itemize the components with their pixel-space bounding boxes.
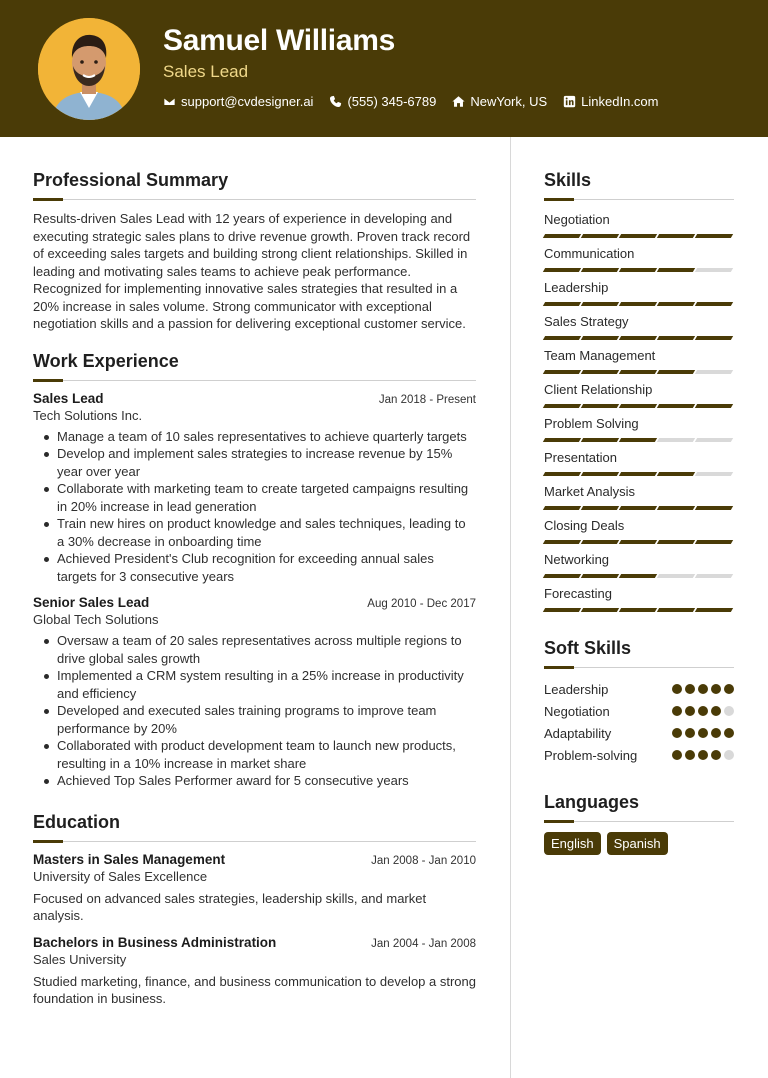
skill-level-segment [581, 268, 619, 272]
skill-level-segment [657, 370, 695, 374]
skill-level-segment [543, 336, 581, 340]
skill-level-segment [695, 234, 733, 238]
skill-level-segment [581, 574, 619, 578]
school-name: University of Sales Excellence [33, 868, 208, 884]
skill-level-segment [581, 608, 619, 612]
soft-skill-item [544, 722, 734, 744]
section-rule [33, 841, 476, 842]
rating-dot [724, 706, 734, 716]
candidate-name: Samuel Williams [163, 24, 395, 57]
education-entry [33, 852, 476, 925]
degree-title: Masters in Sales Management [33, 851, 226, 867]
list-item: Developed and executed sales training programs to improve team performance by 20% [41, 702, 476, 737]
soft-skill-rating [672, 706, 734, 716]
skill-name: Market Analysis [544, 484, 636, 499]
skill-level-segment [581, 302, 619, 306]
contact-location [452, 94, 547, 109]
rating-dot [698, 684, 708, 694]
languages-section [544, 792, 734, 855]
education-date: Jan 2004 - Jan 2008 [371, 937, 476, 950]
section-rule [544, 667, 734, 668]
job-entry [33, 391, 476, 586]
soft-skill-rating [672, 750, 734, 760]
skill-item [544, 550, 734, 582]
skill-name: Networking [544, 552, 610, 567]
job-date: Jan 2018 - Present [378, 393, 476, 406]
soft-skill-item [544, 744, 734, 766]
skill-level-segment [619, 438, 657, 442]
skill-level-segment [581, 506, 619, 510]
skill-level-segment [581, 438, 619, 442]
skill-level-segment [543, 608, 581, 612]
skill-level-segment [543, 370, 581, 374]
section-title: Soft Skills [544, 638, 632, 658]
skills-section [544, 170, 734, 616]
skill-item [544, 516, 734, 548]
phone-icon [329, 95, 342, 108]
soft-skill-name: Negotiation [544, 703, 610, 719]
education-entry [33, 935, 476, 1008]
skill-level-segment [657, 540, 695, 544]
skill-level-segment [657, 234, 695, 238]
soft-skill-name: Adaptability [544, 725, 612, 741]
list-item: Train new hires on product knowledge and sales techniques, leading to a 30% decrease in onboarding time [41, 515, 476, 550]
language-badge: Spanish [607, 832, 668, 855]
skill-item [544, 210, 734, 242]
job-bullets [33, 632, 476, 790]
rating-dot [672, 728, 682, 738]
skill-level-segment [543, 302, 581, 306]
column-divider [510, 137, 511, 1078]
list-item: Develop and implement sales strategies to increase revenue by 15% year over year [41, 445, 476, 480]
skill-level-bar [544, 297, 734, 310]
soft-skill-item [544, 678, 734, 700]
profile-photo [38, 18, 140, 120]
skill-name: Client Relationship [544, 382, 653, 397]
rating-dot [724, 728, 734, 738]
skill-level-segment [657, 404, 695, 408]
skill-level-segment [543, 472, 581, 476]
section-rule [544, 821, 734, 822]
skill-level-segment [543, 506, 581, 510]
skill-level-segment [695, 608, 733, 612]
section-title: Professional Summary [33, 170, 229, 190]
list-item: Collaborated with product development team to launch new products, resulting in a 10% increase in market share [41, 737, 476, 772]
skill-item [544, 448, 734, 480]
skill-level-segment [619, 336, 657, 340]
skill-level-segment [695, 336, 733, 340]
skill-level-segment [695, 506, 733, 510]
section-rule [544, 199, 734, 200]
resume-header [0, 0, 768, 137]
skill-level-segment [695, 302, 733, 306]
skill-level-segment [581, 404, 619, 408]
list-item: Collaborate with marketing team to create targeted campaigns resulting in 20% increase in lead generation [41, 480, 476, 515]
skill-level-bar [544, 365, 734, 378]
soft-skills-section [544, 638, 734, 766]
skill-item [544, 244, 734, 276]
skill-item [544, 312, 734, 344]
education-description: Studied marketing, finance, and business communication to develop a strong foundation in business. [33, 973, 476, 1006]
skill-level-segment [657, 472, 695, 476]
job-title: Sales Lead [33, 390, 104, 406]
skill-item [544, 380, 734, 412]
job-bullets [33, 428, 476, 586]
linkedin-text: LinkedIn.com [581, 94, 659, 109]
skill-level-bar [544, 501, 734, 514]
rating-dot [685, 706, 695, 716]
skill-level-segment [695, 404, 733, 408]
rating-dot [685, 750, 695, 760]
contact-phone[interactable] [329, 94, 436, 109]
skill-name: Communication [544, 246, 635, 261]
skill-level-segment [657, 574, 695, 578]
skill-level-bar [544, 263, 734, 276]
skill-name: Problem Solving [544, 416, 639, 431]
skill-level-segment [619, 234, 657, 238]
rating-dot [685, 728, 695, 738]
person-avatar-icon [38, 18, 140, 120]
skill-level-segment [695, 574, 733, 578]
skill-level-bar [544, 399, 734, 412]
skill-level-bar [544, 569, 734, 582]
skill-name: Team Management [544, 348, 656, 363]
skill-level-segment [657, 268, 695, 272]
skill-level-segment [657, 302, 695, 306]
education-description: Focused on advanced sales strategies, leadership skills, and market analysis. [33, 890, 427, 923]
skill-item [544, 278, 734, 310]
rating-dot [672, 750, 682, 760]
education-date: Jan 2008 - Jan 2010 [371, 854, 476, 867]
skill-level-segment [581, 540, 619, 544]
skill-level-bar [544, 331, 734, 344]
skill-level-segment [581, 472, 619, 476]
job-company: Tech Solutions Inc. [33, 407, 143, 423]
candidate-role: Sales Lead [163, 62, 249, 81]
section-title: Languages [544, 792, 640, 812]
section-rule [33, 380, 476, 381]
rating-dot [711, 728, 721, 738]
location-text: NewYork, US [470, 94, 548, 109]
rating-dot [724, 750, 734, 760]
envelope-icon [163, 95, 176, 108]
contact-email[interactable] [163, 94, 313, 109]
summary-section [33, 170, 476, 333]
skill-item [544, 346, 734, 378]
rating-dot [672, 684, 682, 694]
skill-level-bar [544, 535, 734, 548]
linkedin-icon [563, 95, 576, 108]
job-date: Aug 2010 - Dec 2017 [367, 598, 476, 610]
skill-name: Closing Deals [544, 518, 625, 533]
soft-skill-rating [672, 728, 734, 738]
soft-skill-name: Problem-solving [544, 747, 638, 763]
list-item: Implemented a CRM system resulting in a 25% increase in productivity and efficiency [41, 667, 476, 702]
job-company: Global Tech Solutions [33, 612, 159, 627]
skill-item [544, 414, 734, 446]
section-rule [33, 199, 476, 200]
skill-item [544, 482, 734, 514]
skill-level-segment [619, 268, 657, 272]
rating-dot [698, 750, 708, 760]
main-column [33, 170, 476, 1016]
skill-level-segment [695, 540, 733, 544]
skill-level-segment [657, 336, 695, 340]
experience-section [33, 351, 476, 790]
skill-name: Negotiation [544, 212, 610, 227]
soft-skill-name: Leadership [544, 681, 609, 697]
home-icon [452, 95, 465, 108]
side-column [544, 170, 734, 855]
skill-level-bar [544, 603, 734, 616]
list-item: Oversaw a team of 20 sales representatives across multiple regions to drive global sales growth [41, 632, 476, 667]
rating-dot [711, 706, 721, 716]
skill-level-bar [544, 433, 734, 446]
language-badge: English [544, 832, 601, 855]
degree-title: Bachelors in Business Administration [33, 934, 277, 950]
contact-linkedin[interactable] [563, 94, 658, 109]
skill-level-segment [543, 540, 581, 544]
job-entry [33, 595, 476, 790]
skill-level-segment [657, 438, 695, 442]
skill-level-segment [695, 472, 733, 476]
school-name: Sales University [33, 951, 127, 967]
skill-level-segment [581, 336, 619, 340]
list-item: Achieved President's Club recognition for exceeding annual sales targets for 3 consecutive years [41, 550, 476, 585]
skill-level-bar [544, 229, 734, 242]
skill-name: Sales Strategy [544, 314, 629, 329]
rating-dot [711, 684, 721, 694]
list-item: Manage a team of 10 sales representatives to achieve quarterly targets [41, 428, 476, 446]
soft-skills-list [544, 678, 734, 766]
skill-level-segment [543, 234, 581, 238]
skill-level-segment [619, 540, 657, 544]
skill-name: Leadership [544, 280, 609, 295]
list-item: Achieved Top Sales Performer award for 5 consecutive years [41, 772, 476, 790]
skills-list [544, 210, 734, 616]
skill-level-segment [619, 608, 657, 612]
contact-list [163, 94, 659, 109]
job-title: Senior Sales Lead [33, 595, 150, 610]
skill-level-segment [619, 472, 657, 476]
soft-skill-rating [672, 684, 734, 694]
soft-skill-item [544, 700, 734, 722]
skill-level-segment [657, 608, 695, 612]
section-title: Work Experience [33, 350, 179, 371]
skill-item [544, 584, 734, 616]
skill-level-segment [619, 574, 657, 578]
rating-dot [711, 750, 721, 760]
rating-dot [698, 728, 708, 738]
skill-level-segment [619, 302, 657, 306]
skill-level-segment [619, 370, 657, 374]
rating-dot [672, 706, 682, 716]
skill-level-segment [543, 574, 581, 578]
skill-level-segment [619, 404, 657, 408]
skill-name: Forecasting [544, 586, 612, 601]
skill-level-segment [581, 370, 619, 374]
education-section [33, 812, 476, 1008]
rating-dot [724, 684, 734, 694]
skill-level-segment [695, 268, 733, 272]
skill-level-segment [543, 268, 581, 272]
section-title: Education [33, 811, 121, 832]
skill-level-segment [695, 438, 733, 442]
skill-level-segment [581, 234, 619, 238]
skill-level-segment [543, 404, 581, 408]
phone-text: (555) 345-6789 [347, 94, 437, 109]
section-title: Skills [544, 170, 592, 190]
skill-level-segment [543, 438, 581, 442]
summary-text: Results-driven Sales Lead with 12 years of experience in developing and executing strategic sales plans to drive revenue growth. Proven track record of exceeding sales targets and building strong client relationships. Skilled in leading and motivating sales teams to achieve peak performance. Recognized for implementing innovative sales strategies that resulted in a 20% increase in sales volume. Strong communicator with exceptional negotiation skills and a passion for delivering exceptional customer service. [33, 211, 471, 331]
skill-level-segment [695, 370, 733, 374]
rating-dot [685, 684, 695, 694]
email-text: support@cvdesigner.ai [181, 94, 314, 109]
skill-name: Presentation [544, 450, 617, 465]
languages-list [544, 832, 734, 855]
skill-level-segment [657, 506, 695, 510]
skill-level-segment [619, 506, 657, 510]
rating-dot [698, 706, 708, 716]
skill-level-bar [544, 467, 734, 480]
